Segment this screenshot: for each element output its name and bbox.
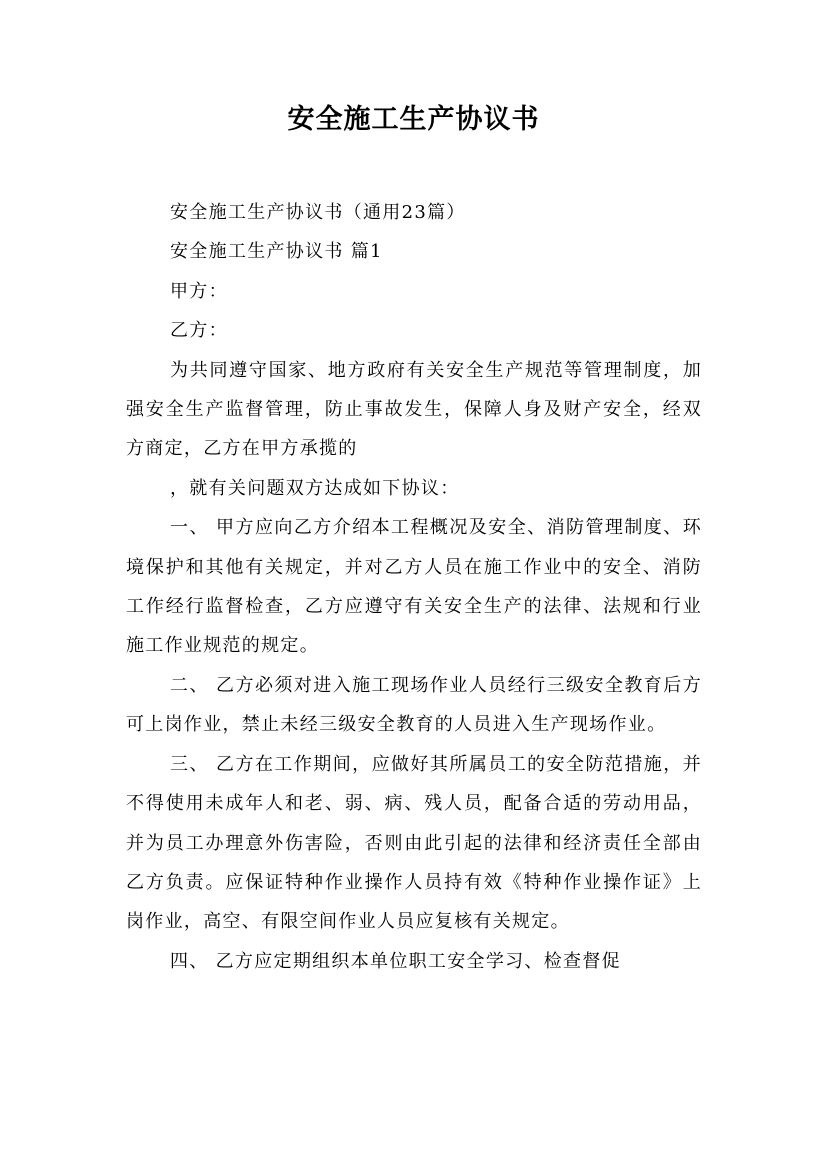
paragraph-party-b: 乙方： xyxy=(170,320,228,342)
paragraph-clause-1: 一、 甲方应向乙方介绍本工程概况及安全、消防管理制度、环境保护和其他有关规定，并对乙方人员在施工作业中的安全、消防工作经行监督检查，乙方应遵守有关安全生产的法律、法规和行业施工作业规范的规定。 xyxy=(126,517,702,657)
paragraph-preamble: 为共同遵守国家、地方政府有关安全生产规范等管理制度，加强安全生产监督管理，防止事故发生，保障人身及财产安全，经双方商定，乙方在甲方承揽的 xyxy=(126,359,702,460)
document-body xyxy=(126,193,702,981)
paragraph-clause-2: 二、 乙方必须对进入施工现场作业人员经行三级安全教育后方可上岗作业，禁止未经三级安全教育的人员进入生产现场作业。 xyxy=(126,674,702,736)
paragraph-clause-3: 三、 乙方在工作期间，应做好其所属员工的安全防范措施，并不得使用未成年人和老、弱、病、残人员，配备合适的劳动用品，并为员工办理意外伤害险，否则由此引起的法律和经济责任全部由乙方负责。应保证特种作业操作人员持有效《特种作业操作证》上岗作业，高空、有限空间作业人员应复核有关规定。 xyxy=(126,753,702,933)
paragraph-agreement-intro: ，就有关问题双方达成如下协议： xyxy=(170,477,460,499)
paragraph-section-heading: 安全施工生产协议书 篇1 xyxy=(170,241,383,263)
paragraph-subtitle: 安全施工生产协议书（通用23篇） xyxy=(170,202,466,223)
document-title: 安全施工生产协议书 xyxy=(287,104,540,135)
paragraph-party-a: 甲方： xyxy=(170,280,228,302)
paragraph-clause-4: 四、 乙方应定期组织本单位职工安全学习、检查督促 xyxy=(170,950,621,972)
